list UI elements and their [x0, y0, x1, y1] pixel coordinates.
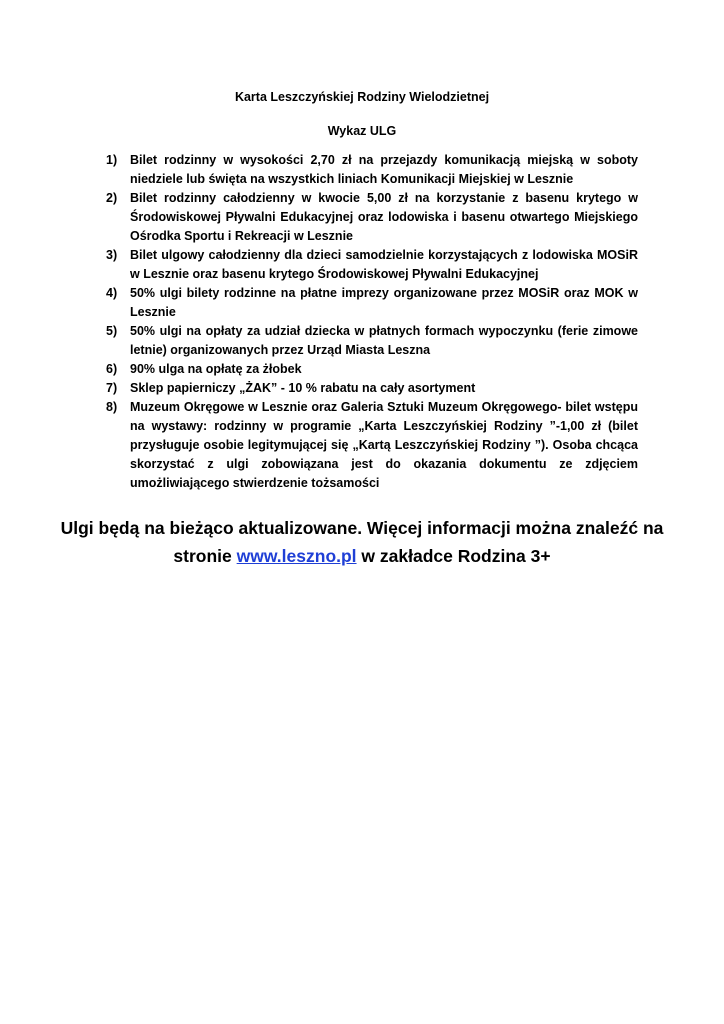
list-item-number: 4) [106, 286, 118, 300]
list-item-text: Muzeum Okręgowe w Lesznie oraz Galeria Sztuki Muzeum Okręgowego- bilet wstępu na wystawy: rodzinny w programie „Karta Leszczyńskiej Rodziny ”-1,00 zł (bilet przysługuje osobie legitymującej się „Kartą Leszczyńskiej Rodziny ”). Osoba chcąca skorzystać z ulgi zobowiązana jest do okazania dokumentu ze zdjęciem umożliwiającego stwierdzenie tożsamości [130, 400, 638, 490]
list-item-number: 7) [106, 381, 118, 395]
list-item-text: 50% ulgi na opłaty za udział dziecka w płatnych formach wypoczynku (ferie zimowe letnie) organizowanych przez Urząd Miasta Leszna [130, 324, 638, 357]
list-item-number: 8) [106, 400, 118, 414]
list-item [106, 151, 638, 189]
list-item-text: Bilet rodzinny całodzienny w kwocie 5,00 zł na korzystanie z basenu krytego w Środowiskowej Pływalni Edukacyjnej oraz lodowiska i basenu otwartego Miejskiego Ośrodka Sportu i Rekreacji w Lesznie [130, 191, 638, 243]
list-item-text: Bilet rodzinny w wysokości 2,70 zł na przejazdy komunikacją miejską w soboty niedziele lub święta na wszystkich liniach Komunikacji Miejskiej w Lesznie [130, 153, 638, 186]
list-item-number: 6) [106, 362, 118, 376]
list-item-text: Sklep papierniczy „ŻAK” - 10 % rabatu na cały asortyment [130, 381, 476, 395]
notice-text-end: w zakładce Rodzina 3+ [356, 546, 551, 566]
website-link[interactable]: www.leszno.pl [236, 546, 357, 566]
list-item [106, 360, 638, 379]
list-item-text: 90% ulga na opłatę za żłobek [130, 362, 302, 376]
list-item [106, 189, 638, 246]
discount-list [106, 151, 638, 493]
list-item-number: 5) [106, 324, 118, 338]
list-item [106, 398, 638, 493]
document-title: Karta Leszczyńskiej Rodziny Wielodzietnej [234, 90, 490, 104]
list-item-number: 3) [106, 248, 118, 262]
list-item-number: 2) [106, 191, 118, 205]
list-item [106, 379, 638, 398]
list-item-text: 50% ulgi bilety rodzinne na płatne imprezy organizowane przez MOSiR oraz MOK w Lesznie [130, 286, 638, 319]
list-item [106, 284, 638, 322]
list-item [106, 322, 638, 360]
update-notice [60, 514, 664, 570]
list-item-text: Bilet ulgowy całodzienny dla dzieci samodzielnie korzystających z lodowiska MOSiR w Lesznie oraz basenu krytego Środowiskowej Pływalni Edukacyjnej [130, 248, 638, 281]
list-item-number: 1) [106, 153, 118, 167]
notice-text-start: Ulgi będą na bieżąco aktualizowane. Więcej informacji można znaleźć na stronie [60, 518, 664, 566]
list-item [106, 246, 638, 284]
document-subtitle: Wykaz ULG [327, 124, 397, 138]
